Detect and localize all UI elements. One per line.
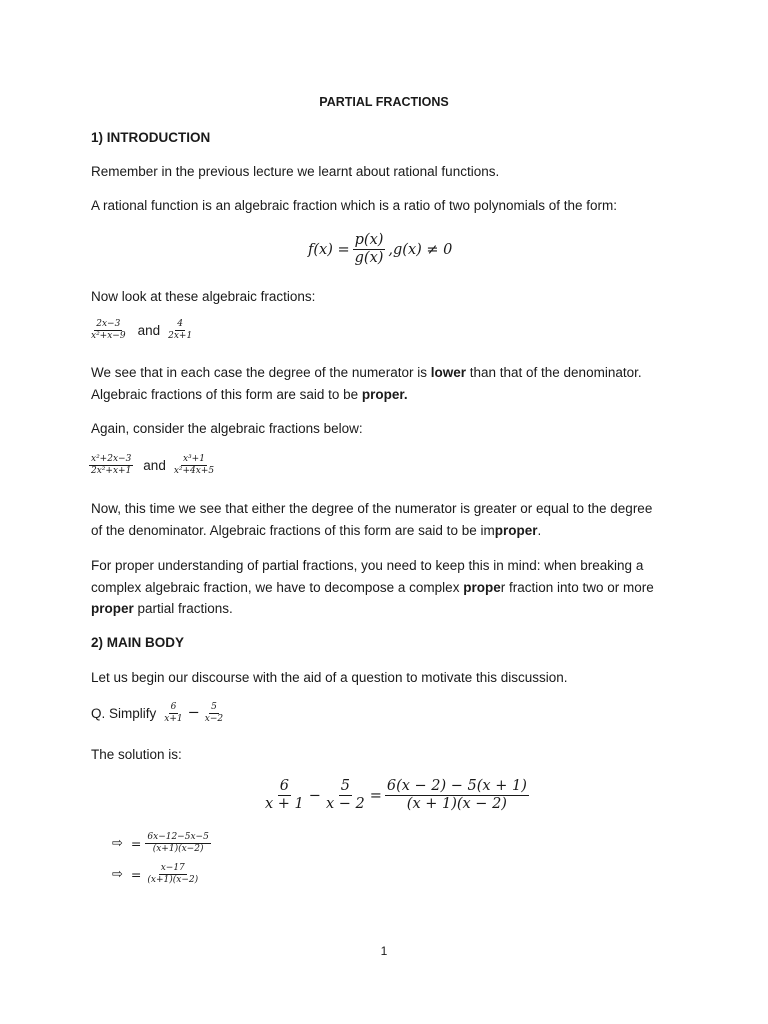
question-fraction-1 [162,702,184,725]
fraction-numerator: x³+1 [183,454,205,464]
paragraph-again: Again, consider the algebraic fractions below: [91,421,363,436]
implies-arrow-icon: ⇨ [112,866,123,882]
step-1-fraction [145,832,210,855]
fraction-numerator: 2x−3 [96,319,121,329]
question-simplify [91,702,225,725]
emphasis-prope: prope [463,580,501,595]
formula-numerator: p(x) [353,232,386,250]
page-title: PARTIAL FRACTIONS [319,95,449,109]
fraction-numerator: 5 [339,778,352,796]
paragraph-solution: The solution is: [91,747,182,762]
minus-sign: − [187,705,200,722]
text-run: Algebraic fractions of this form are said to be [91,387,362,402]
example-fraction-2 [166,319,194,342]
solution-fraction-1 [263,778,306,814]
formula-lhs: f(x) = [308,241,350,258]
paragraph-proper-2 [91,387,408,403]
solution-fraction-2 [324,778,367,814]
emphasis-proper: proper. [361,387,408,402]
and-label: and [143,457,166,473]
paragraph-understanding-1: For proper understanding of partial fractions, you need to keep this in mind: when breaking a [91,558,644,573]
solution-fraction-3 [385,778,529,814]
equals-sign: = [369,787,382,804]
step-2-fraction [145,863,200,886]
example-fractions-improper [89,454,216,477]
section-heading-main-body: 2) MAIN BODY [91,635,185,650]
text-run: im [480,523,495,538]
paragraph-intro-3: Now look at these algebraic fractions: [91,289,316,304]
fraction-denominator: (x + 1)(x − 2) [406,796,507,813]
fraction-denominator: 2x²+x+1 [91,465,132,476]
fraction-denominator: 2x+1 [168,330,193,341]
fraction-numerator: 6x−12−5x−5 [147,832,209,842]
text-run: than that of the denominator. [465,365,642,380]
emphasis-mproper: proper [494,523,538,538]
question-label: Q. Simplify [91,705,157,721]
text-run: complex algebraic fraction, we have to decompose a complex [91,580,464,595]
fraction-denominator: (x+1)(x−2) [152,843,204,854]
paragraph-improper-2 [91,523,541,539]
equals-sign: = [130,866,142,882]
formula-condition: ,g(x) ≠ 0 [388,241,453,258]
example-fraction-3 [89,454,133,477]
example-fraction-4 [172,454,216,477]
fraction-numerator: 5 [211,702,217,712]
fraction-denominator: x − 2 [325,796,365,813]
paragraph-intro-1: Remember in the previous lecture we learnt about rational functions. [91,164,500,179]
fraction-numerator: 4 [177,319,184,329]
paragraph-intro-2: A rational function is an algebraic fraction which is a ratio of two polynomials of the form: [91,198,618,213]
fraction-numerator: x²+2x−3 [91,454,132,464]
fraction-numerator: 6 [278,778,291,796]
fraction-denominator: (x+1)(x−2) [147,874,199,885]
fraction-numerator: 6(x − 2) − 5(x + 1) [385,778,529,796]
fraction-numerator: 6 [170,702,177,712]
text-run: of the denominator. Algebraic fractions of this form are said to be [91,523,481,538]
fraction-denominator: x + 1 [265,796,304,813]
paragraph-discourse: Let us begin our discourse with the aid of a question to motivate this discussion. [91,670,568,685]
formula-fraction [353,232,386,268]
formula-denominator: g(x) [354,250,384,267]
section-heading-introduction: 1) INTRODUCTION [91,130,211,145]
emphasis-lower: lower [430,365,466,380]
page-number: 1 [380,944,388,958]
text-run: We see that in each case the degree of the numerator is [91,365,431,380]
implies-arrow-icon: ⇨ [112,835,123,851]
paragraph-understanding-3 [91,601,233,617]
fraction-numerator: x−17 [160,863,185,873]
question-fraction-2 [203,702,225,725]
paragraph-improper-1: Now, this time we see that either the degree of the numerator is greater or equal to the degree [91,501,653,516]
paragraph-proper-1 [91,365,642,381]
rational-function-formula [308,232,452,268]
solution-step-2 [112,863,200,886]
example-fractions-proper [89,319,194,342]
fraction-denominator: x²+4x+5 [173,465,215,476]
emphasis-proper: proper [91,601,134,616]
and-label: and [137,322,161,338]
text-run: partial fractions. [133,601,233,616]
solution-step-1 [112,832,211,855]
text-run: . [537,523,542,538]
fraction-denominator: x−2 [204,713,224,724]
fraction-denominator: x²+x−9 [91,330,126,341]
solution-equation [263,778,529,814]
equals-sign: = [130,835,142,851]
example-fraction-1 [89,319,128,342]
minus-sign: − [308,787,321,804]
text-run: r fraction into two or more [500,580,654,595]
fraction-denominator: x+1 [164,713,183,724]
paragraph-understanding-2 [91,580,654,596]
